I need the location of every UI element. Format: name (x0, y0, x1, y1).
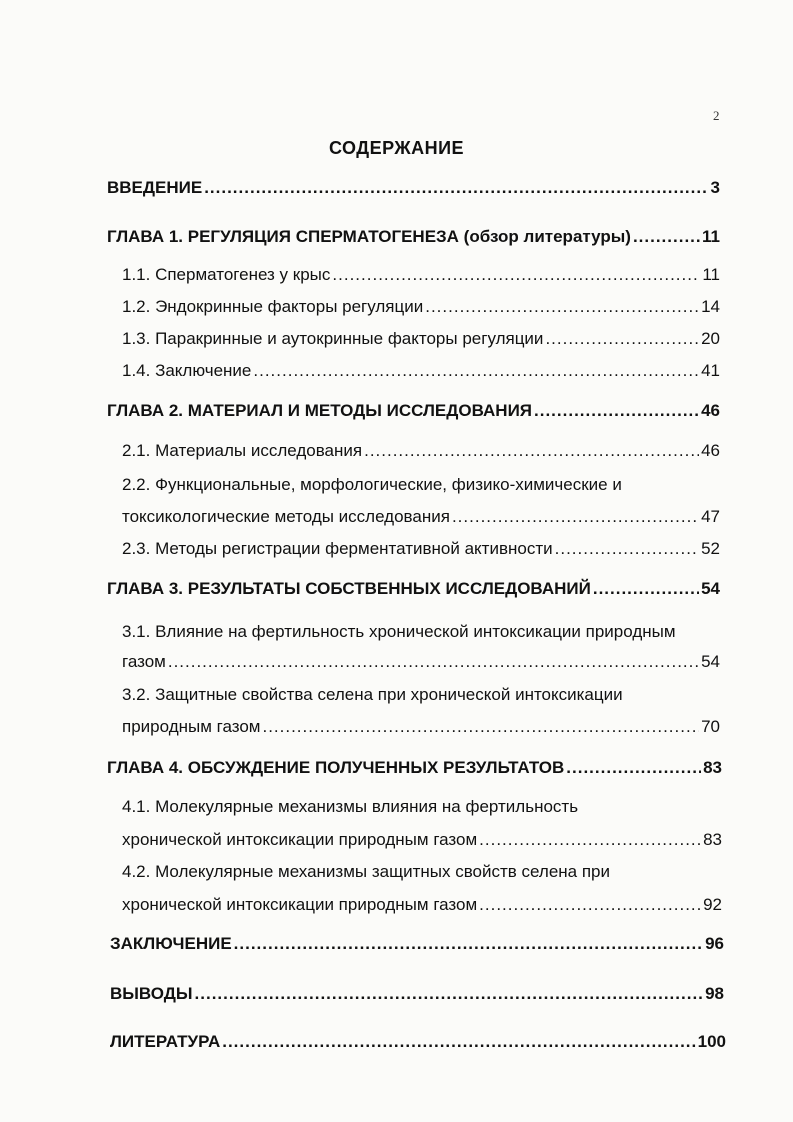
page-title: СОДЕРЖАНИЕ (328, 138, 465, 158)
toc-entry-label: ГЛАВА 4. ОБСУЖДЕНИЕ ПОЛУЧЕННЫХ РЕЗУЛЬТАТОВ (107, 758, 565, 777)
toc-leader-dots (566, 757, 701, 779)
toc-entry-2-2[interactable] (122, 506, 720, 528)
toc-entry-label: хронической интоксикации природным газом (122, 830, 478, 849)
toc-entry-page: 52 (701, 539, 720, 558)
toc-leader-dots (168, 651, 699, 673)
toc-leader-dots (633, 226, 700, 248)
toc-entry-page: 83 (703, 830, 722, 849)
toc-entry-page: 41 (701, 361, 720, 380)
toc-entry-label: 1.1. Сперматогенез у крыс (122, 265, 331, 284)
toc-entry-chapter-2[interactable] (107, 400, 720, 422)
toc-entry-label: 2.1. Материалы исследования (122, 441, 363, 460)
toc-entry-page: 83 (703, 758, 722, 777)
toc-entry-3-1[interactable] (122, 651, 720, 673)
toc-entry-introduction[interactable] (107, 177, 720, 199)
toc-leader-dots (222, 1031, 695, 1053)
toc-entry-page: 54 (701, 652, 720, 671)
toc-entry-conclusion[interactable] (110, 933, 724, 955)
toc-entry-label: ГЛАВА 2. МАТЕРИАЛ И МЕТОДЫ ИССЛЕДОВАНИЯ (107, 401, 533, 420)
toc-entry-references[interactable] (110, 1031, 726, 1053)
toc-entry-3-2[interactable] (122, 716, 720, 738)
toc-leader-dots (234, 933, 703, 955)
toc-entry-page: 47 (701, 507, 720, 526)
toc-entry-4-1[interactable] (122, 829, 722, 851)
toc-leader-dots (364, 440, 699, 462)
toc-entry-page: 96 (705, 934, 724, 953)
toc-leader-dots (452, 506, 699, 528)
toc-entry-chapter-3[interactable] (107, 578, 720, 600)
toc-entry-page: 14 (701, 297, 720, 316)
toc-leader-dots (332, 264, 700, 286)
toc-entry-label: природным газом (122, 717, 261, 736)
toc-entry-2-1[interactable] (122, 440, 720, 462)
toc-entry-label: газом (122, 652, 166, 671)
toc-leader-dots (253, 360, 699, 382)
toc-entry-page: 3 (710, 178, 720, 197)
toc-entry-label: ЗАКЛЮЧЕНИЕ (110, 934, 232, 953)
toc-entry-label: ВВЕДЕНИЕ (107, 178, 203, 197)
toc-entry-page: 70 (701, 717, 720, 736)
toc-leader-dots (479, 829, 701, 851)
toc-entry-1-1[interactable] (122, 264, 720, 286)
toc-leader-dots (204, 177, 708, 199)
toc-entry-chapter-1[interactable] (107, 226, 720, 248)
toc-entry-page: 100 (697, 1032, 726, 1051)
toc-entry-label: ВЫВОДЫ (110, 984, 193, 1003)
toc-leader-dots (479, 894, 701, 916)
toc-entry-4-1-line1[interactable]: 4.1. Молекулярные механизмы влияния на фертильность (122, 797, 579, 816)
toc-entry-page: 11 (702, 265, 720, 284)
toc-entry-findings[interactable] (110, 983, 724, 1005)
toc-entry-2-3[interactable] (122, 538, 720, 560)
toc-entry-page: 20 (701, 329, 720, 348)
toc-entry-label: хронической интоксикации природным газом (122, 895, 478, 914)
toc-entry-3-1-line1[interactable]: 3.1. Влияние на фертильность хронической интоксикации природным (122, 622, 676, 641)
toc-entry-page: 46 (701, 441, 720, 460)
toc-entry-1-3[interactable] (122, 328, 720, 350)
toc-entry-3-2-line1[interactable]: 3.2. Защитные свойства селена при хронической интоксикации (122, 685, 623, 704)
toc-entry-page: 92 (703, 895, 722, 914)
toc-entry-label: ЛИТЕРАТУРА (110, 1032, 221, 1051)
page-number: 2 (713, 108, 720, 123)
toc-entry-1-2[interactable] (122, 296, 720, 318)
toc-entry-page: 46 (701, 401, 720, 420)
toc-entry-label: 2.3. Методы регистрации ферментативной активности (122, 539, 553, 558)
toc-entry-label: 1.2. Эндокринные факторы регуляции (122, 297, 424, 316)
toc-leader-dots (545, 328, 699, 350)
toc-entry-chapter-4[interactable] (107, 757, 722, 779)
toc-entry-page: 54 (701, 579, 720, 598)
toc-leader-dots (262, 716, 699, 738)
toc-entry-label: 1.3. Паракринные и аутокринные факторы регуляции (122, 329, 544, 348)
toc-entry-page: 11 (702, 227, 720, 246)
toc-entry-page: 98 (705, 984, 724, 1003)
toc-leader-dots (555, 538, 699, 560)
toc-entry-4-2-line1[interactable]: 4.2. Молекулярные механизмы защитных свойств селена при (122, 862, 611, 881)
toc-leader-dots (195, 983, 704, 1005)
toc-entry-label: ГЛАВА 1. РЕГУЛЯЦИЯ СПЕРМАТОГЕНЕЗА (обзор литературы) (107, 227, 631, 246)
toc-entry-label: токсикологические методы исследования (122, 507, 450, 526)
toc-leader-dots (593, 578, 699, 600)
toc-leader-dots (425, 296, 699, 318)
toc-entry-4-2[interactable] (122, 894, 722, 916)
toc-entry-label: ГЛАВА 3. РЕЗУЛЬТАТЫ СОБСТВЕННЫХ ИССЛЕДОВАНИЙ (107, 579, 591, 598)
toc-entry-1-4[interactable] (122, 360, 720, 382)
toc-entry-label: 1.4. Заключение (122, 361, 252, 380)
toc-leader-dots (534, 400, 699, 422)
toc-entry-2-2-line1[interactable]: 2.2. Функциональные, морфологические, физико-химические и (122, 475, 622, 494)
